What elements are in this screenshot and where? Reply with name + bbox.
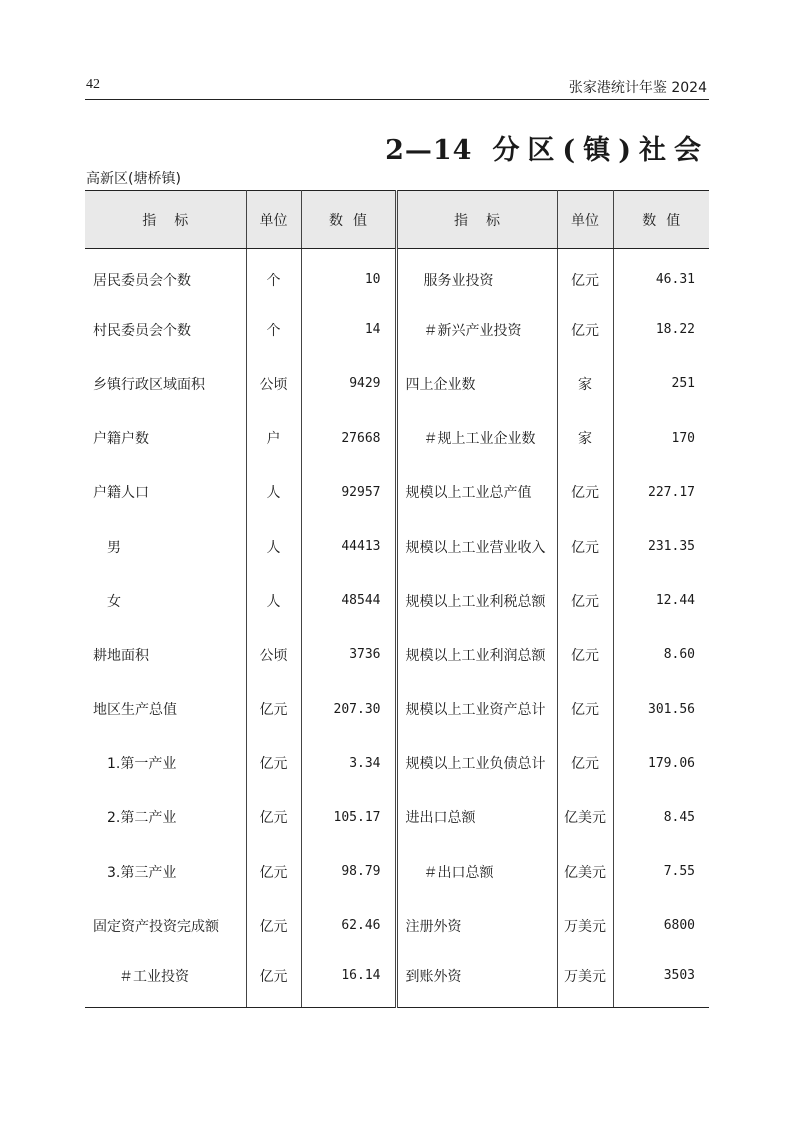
indicator-value: 62.46: [301, 899, 396, 953]
indicator-value: 7.55: [663, 864, 695, 880]
indicator-name: 规模以上工业资产总计: [396, 682, 557, 736]
table-row: [85, 574, 709, 628]
indicator-name: ＃新兴产业投资: [396, 303, 557, 357]
indicator-unit: 人: [246, 465, 301, 519]
table-row: [85, 790, 709, 844]
indicator-unit: 亿元: [557, 628, 613, 682]
region-label: 高新区(塘桥镇): [86, 171, 181, 187]
indicator-value: 3.34: [301, 736, 396, 790]
indicator-name: 村民委员会个数: [85, 303, 246, 357]
indicator-unit: 个: [246, 303, 301, 357]
indicator-name: 1.第一产业: [85, 736, 246, 790]
indicator-value: 227.17: [648, 484, 695, 500]
header-value-left: 数值: [301, 191, 396, 249]
indicator-name: 规模以上工业总产值: [396, 465, 557, 519]
indicator-name: 2.第二产业: [85, 790, 246, 844]
header-value-right: 数值: [613, 191, 709, 249]
statistics-table: [85, 190, 709, 1008]
header-indicator-left: 指标: [85, 191, 246, 249]
table-header-row: [85, 191, 709, 249]
indicator-name: 男: [85, 519, 246, 573]
indicator-value: 105.17: [301, 790, 396, 844]
table-row: [85, 682, 709, 736]
indicator-unit: 亿元: [557, 303, 613, 357]
indicator-unit: 户: [246, 411, 301, 465]
table-row: [85, 249, 709, 303]
indicator-unit: 亿元: [246, 682, 301, 736]
table-row: [85, 845, 709, 899]
table-row: [85, 465, 709, 519]
indicator-unit: 公顷: [246, 357, 301, 411]
table-row: [85, 303, 709, 357]
indicator-value: 3503: [613, 953, 709, 1007]
indicator-unit: 亿元: [246, 845, 301, 899]
indicator-unit: 亿美元: [557, 790, 613, 844]
indicator-unit: 亿美元: [557, 845, 613, 899]
indicator-value: 10: [301, 249, 396, 303]
table-row: [85, 953, 709, 1007]
indicator-value: 48544: [301, 574, 396, 628]
indicator-value: 301.56: [648, 701, 695, 717]
indicator-unit: 人: [246, 574, 301, 628]
indicator-value: 16.14: [301, 953, 396, 1007]
indicator-name: ＃出口总额: [396, 845, 557, 899]
indicator-name: 规模以上工业利税总额: [396, 574, 557, 628]
indicator-unit: 亿元: [246, 899, 301, 953]
header-unit-right: 单位: [557, 191, 613, 249]
indicator-unit: 家: [557, 357, 613, 411]
indicator-value: 251: [671, 376, 695, 392]
indicator-value: 46.31: [655, 272, 695, 288]
indicator-value: 8.60: [663, 647, 695, 663]
indicator-unit: 亿元: [557, 465, 613, 519]
table-row: [85, 519, 709, 573]
indicator-name: 规模以上工业利润总额: [396, 628, 557, 682]
indicator-name: ＃规上工业企业数: [396, 411, 557, 465]
indicator-value: 3736: [301, 628, 396, 682]
indicator-name: 服务业投资: [396, 249, 557, 303]
indicator-value: 12.44: [655, 593, 695, 609]
indicator-value: 14: [301, 303, 396, 357]
indicator-unit: 家: [557, 411, 613, 465]
indicator-name: 户籍人口: [85, 465, 246, 519]
table-title-text: 分区(镇)社会: [492, 135, 709, 166]
table-number: 2—14: [385, 135, 473, 166]
header-unit-left: 单位: [246, 191, 301, 249]
indicator-value: 92957: [301, 465, 396, 519]
indicator-unit: 公顷: [246, 628, 301, 682]
indicator-name: 四上企业数: [396, 357, 557, 411]
indicator-value: 8.45: [663, 809, 695, 825]
indicator-value: 9429: [301, 357, 396, 411]
indicator-value: 18.22: [655, 322, 695, 338]
page-number: 42: [86, 77, 100, 92]
indicator-value: 231.35: [648, 539, 695, 555]
indicator-name: 固定资产投资完成额: [85, 899, 246, 953]
indicator-name: 居民委员会个数: [85, 249, 246, 303]
table-row: [85, 628, 709, 682]
indicator-value: 207.30: [301, 682, 396, 736]
table-row: [85, 357, 709, 411]
indicator-unit: 亿元: [246, 953, 301, 1007]
table-row: [85, 899, 709, 953]
indicator-name: 地区生产总值: [85, 682, 246, 736]
indicator-name: 规模以上工业营业收入: [396, 519, 557, 573]
indicator-unit: 亿元: [557, 736, 613, 790]
indicator-unit: 个: [246, 249, 301, 303]
indicator-name: 到账外资: [396, 953, 557, 1007]
indicator-value: 98.79: [301, 845, 396, 899]
indicator-name: 女: [85, 574, 246, 628]
indicator-unit: 人: [246, 519, 301, 573]
indicator-value: 44413: [301, 519, 396, 573]
indicator-name: 户籍户数: [85, 411, 246, 465]
indicator-unit: 亿元: [557, 249, 613, 303]
indicator-name: 注册外资: [396, 899, 557, 953]
indicator-name: 规模以上工业负债总计: [396, 736, 557, 790]
table-row: [85, 736, 709, 790]
indicator-unit: 亿元: [246, 790, 301, 844]
indicator-unit: 万美元: [557, 899, 613, 953]
indicator-unit: 亿元: [557, 574, 613, 628]
indicator-value: 27668: [301, 411, 396, 465]
indicator-value: 6800: [663, 918, 695, 934]
indicator-unit: 亿元: [557, 682, 613, 736]
book-title: 张家港统计年鉴 2024: [568, 80, 707, 96]
indicator-name: ＃工业投资: [85, 953, 246, 1007]
indicator-unit: 亿元: [557, 519, 613, 573]
header-indicator-right: 指标: [396, 191, 557, 249]
indicator-name: 3.第三产业: [85, 845, 246, 899]
indicator-value: 170: [671, 430, 695, 446]
indicator-name: 进出口总额: [396, 790, 557, 844]
table-title: [385, 128, 709, 167]
table-row: [85, 411, 709, 465]
indicator-name: 耕地面积: [85, 628, 246, 682]
indicator-unit: 亿元: [246, 736, 301, 790]
header-rule: [85, 99, 709, 100]
indicator-value: 179.06: [648, 755, 695, 771]
indicator-name: 乡镇行政区域面积: [85, 357, 246, 411]
indicator-unit: 万美元: [557, 953, 613, 1007]
